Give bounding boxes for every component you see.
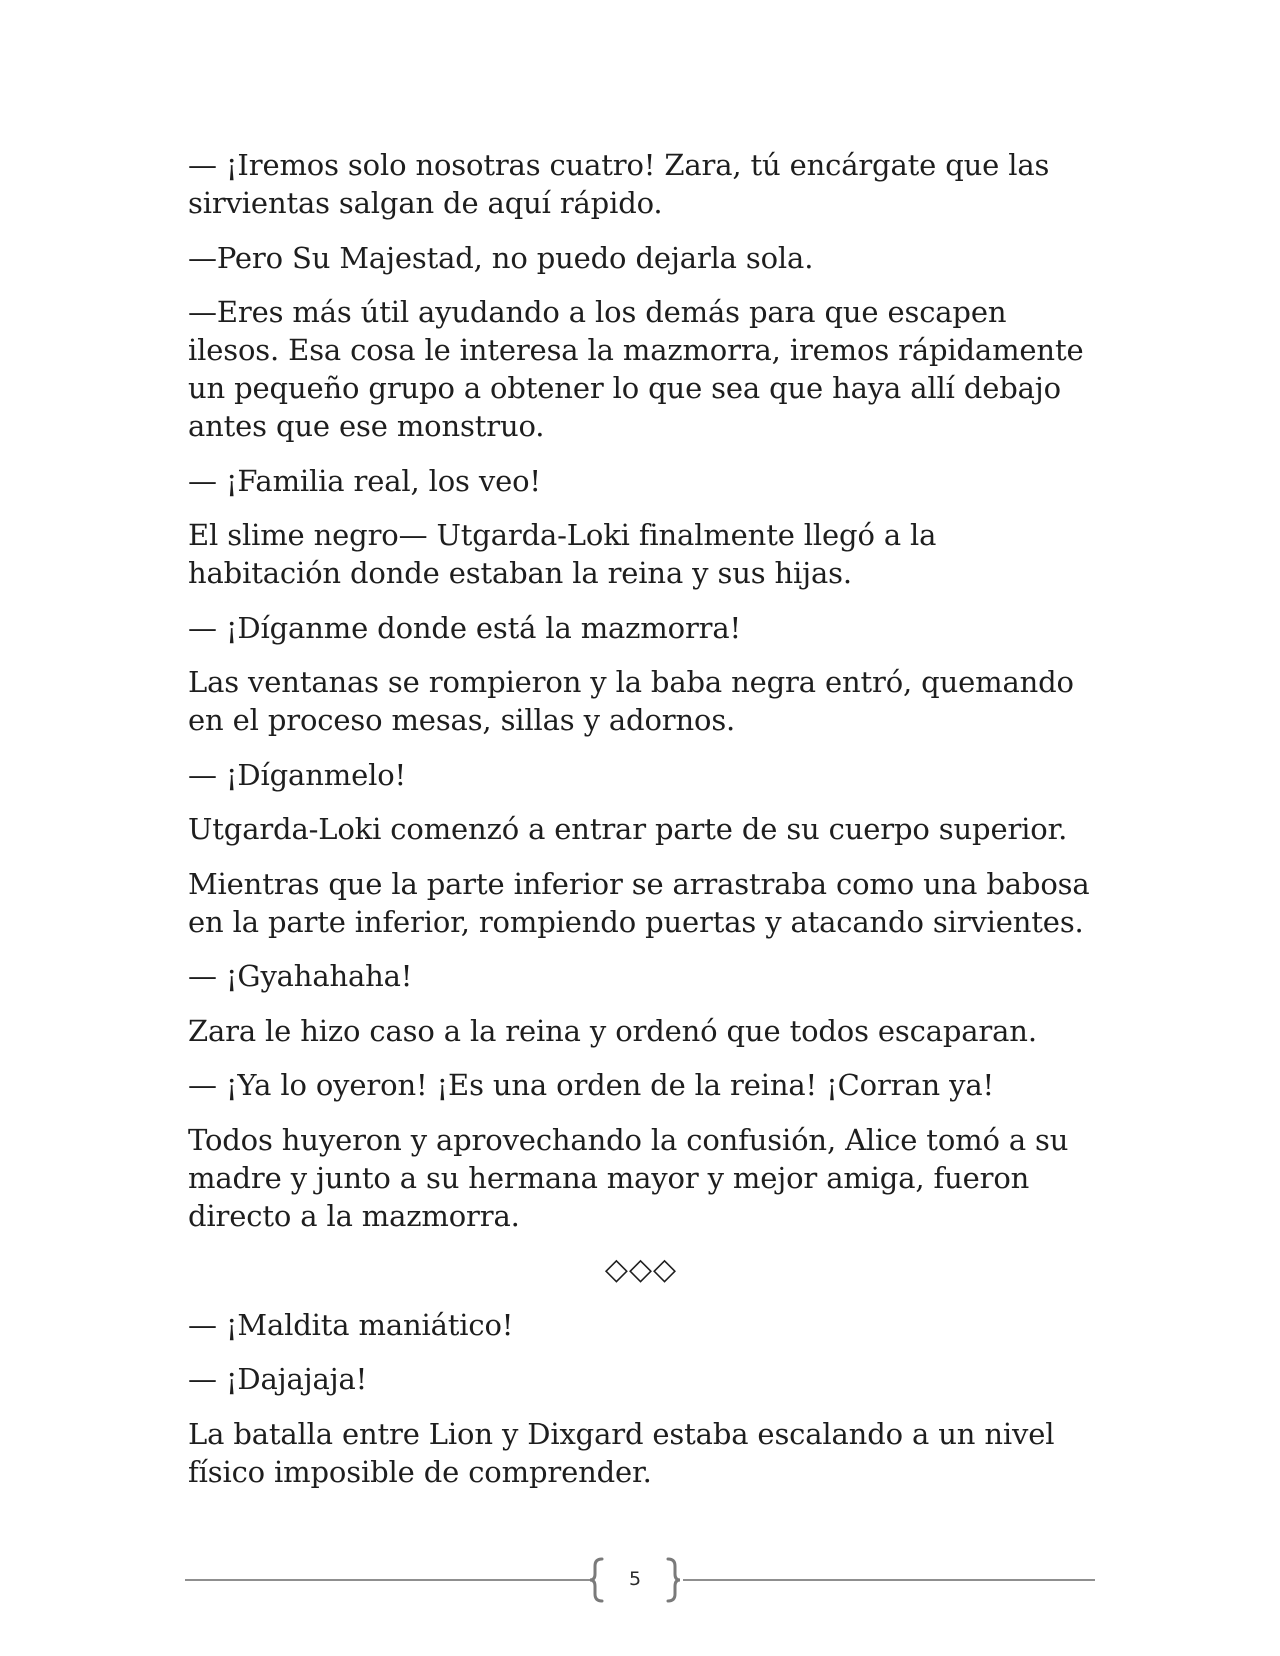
text-line: Utgarda-Loki comenzó a entrar parte de su cuerpo superior.: [188, 812, 1068, 846]
right-brace-icon: [663, 1555, 683, 1605]
page-footer: [185, 1555, 1095, 1605]
paragraph: [188, 756, 1094, 794]
paragraph: [188, 1360, 1094, 1398]
text-line: — ¡Díganme donde está la mazmorra!: [188, 610, 742, 645]
text-line: La batalla entre Lion y Dixgard estaba escalando a un nivel: [188, 1416, 1055, 1451]
paragraph: [188, 1306, 1094, 1344]
section-separator: ◇◇◇: [604, 1252, 678, 1287]
text-line: Mientras que la parte inferior se arrastraba como una babosa: [188, 866, 1090, 901]
text-line: Todos huyeron y aprovechando la confusión, Alice tomó a su: [188, 1122, 1069, 1157]
text-line: en la parte inferior, rompiendo puertas y atacando sirvientes.: [188, 904, 1084, 939]
paragraph-group-after: [188, 1306, 1094, 1491]
text-line: — ¡Familia real, los veo!: [188, 463, 541, 498]
text-line: Zara le hizo caso a la reina y ordenó que todos escaparan.: [188, 1013, 1037, 1048]
paragraph: [188, 293, 1094, 445]
text-line: habitación donde estaban la reina y sus hijas.: [188, 556, 852, 590]
text-line: — ¡Gyahahaha!: [188, 959, 413, 993]
paragraph: [188, 239, 1094, 277]
text-line: madre y junto a su hermana mayor y mejor amiga, fueron: [188, 1160, 1030, 1195]
text-line: — ¡Ya lo oyeron! ¡Es una orden de la reina! ¡Corran ya!: [188, 1068, 994, 1102]
text-line: — ¡Maldita maniático!: [188, 1307, 514, 1342]
footer-rule-right: [683, 1579, 1095, 1581]
paragraph: [188, 462, 1094, 500]
text-line: Las ventanas se rompieron y la baba negra entró, quemando: [188, 665, 1074, 699]
text-line: sirvientas salgan de aquí rápido.: [188, 186, 663, 220]
paragraph: [188, 609, 1094, 647]
paragraph: [188, 1121, 1094, 1235]
page-body: [188, 146, 1094, 1507]
text-line: ilesos. Esa cosa le interesa la mazmorra, iremos rápidamente: [188, 333, 1084, 367]
paragraph: [188, 1415, 1094, 1491]
text-line: en el proceso mesas, sillas y adornos.: [188, 703, 736, 737]
paragraph: [188, 1066, 1094, 1104]
text-line: —Pero Su Majestad, no puedo dejarla sola.: [188, 240, 814, 275]
text-line: un pequeño grupo a obtener lo que sea que haya allí debajo: [188, 371, 1061, 405]
paragraph: [188, 146, 1094, 222]
page-number: 5: [628, 1568, 642, 1590]
text-line: — ¡Iremos solo nosotras cuatro! Zara, tú encárgate que las: [188, 148, 1050, 182]
paragraph: [188, 516, 1094, 592]
text-line: —Eres más útil ayudando a los demás para que escapen: [188, 295, 1007, 329]
text-line: directo a la mazmorra.: [188, 1198, 520, 1233]
paragraph-group-before: [188, 146, 1094, 1235]
paragraph: [188, 810, 1094, 848]
text-line: El slime negro— Utgarda-Loki finalmente llegó a la: [188, 518, 937, 552]
paragraph: [188, 957, 1094, 995]
text-line: antes que ese monstruo.: [188, 409, 545, 443]
paragraph: [188, 865, 1094, 941]
left-brace-icon: [587, 1555, 607, 1605]
footer-rule-left: [185, 1579, 591, 1581]
text-line: — ¡Dajajaja!: [188, 1362, 368, 1396]
paragraph: [188, 1012, 1094, 1050]
paragraph: [188, 663, 1094, 739]
text-line: — ¡Díganmelo!: [188, 757, 407, 792]
text-line: físico imposible de comprender.: [188, 1454, 652, 1489]
